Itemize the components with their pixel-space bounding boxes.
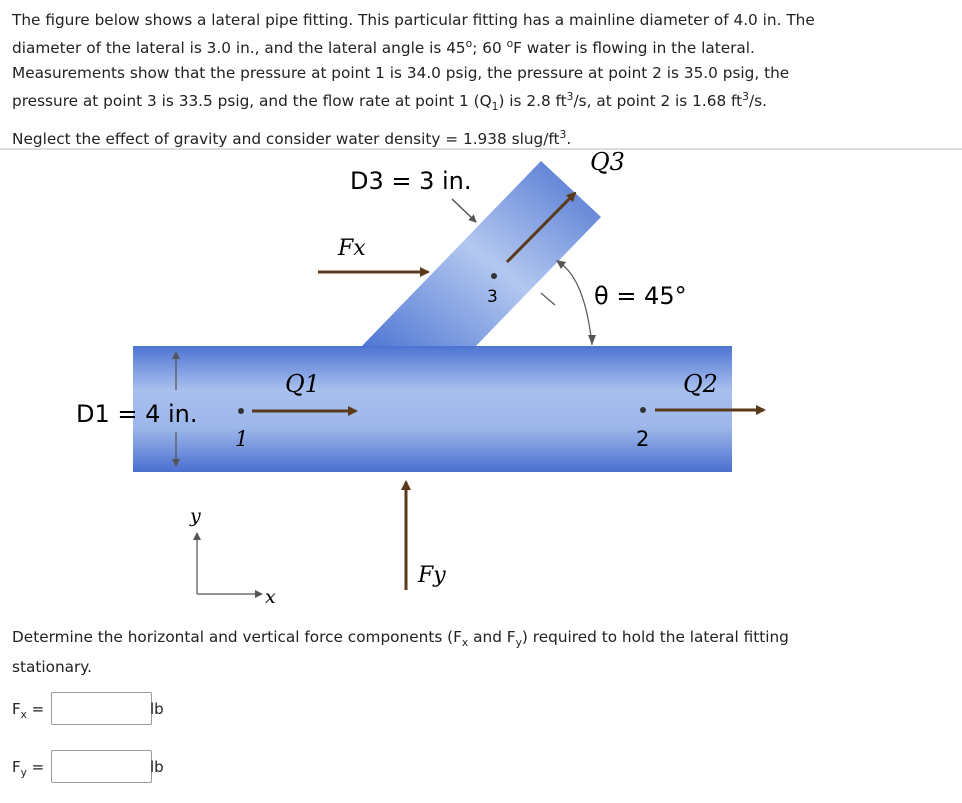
q2-label: Q2 (683, 370, 718, 398)
q1-label: Q1 (285, 370, 320, 398)
problem-line-1: The figure below shows a lateral pipe fitting. This particular fitting has a mainline diameter of 4.0 in. The (12, 11, 815, 29)
fy-label: Fy (418, 563, 446, 588)
point-2-dot (640, 407, 646, 413)
x-axis-label: x (265, 586, 276, 608)
d1-label: D1 = 4 in. (76, 400, 198, 428)
fx-label: Fx (338, 236, 366, 261)
point-1-dot (238, 408, 244, 414)
d3-label: D3 = 3 in. (350, 167, 472, 195)
point-2-label: 2 (636, 427, 650, 451)
point-1-label: 1 (235, 427, 249, 451)
problem-line-5: Neglect the effect of gravity and consider water density = 1.938 slug/$ft^3$. (12, 127, 572, 148)
fy-unit: lb (150, 758, 164, 776)
fy-answer-label: $F_y$ = (12, 758, 45, 779)
angle-tick (541, 293, 555, 305)
fx-answer-input[interactable] (51, 692, 152, 725)
question-text: Determine the horizontal and vertical force components ($F_x$ and $F_y$) required to hold the lateral fitting stationary. (12, 628, 789, 677)
problem-line-3: Measurements show that the pressure at point 1 is 34.0 psig, the pressure at point 2 is 35.0 psig, the (12, 63, 790, 82)
d3-pointer (452, 199, 476, 222)
point-3-dot (491, 273, 497, 279)
point-3-label: 3 (487, 287, 498, 307)
theta-label: θ = 45° (594, 282, 687, 310)
fy-answer-input[interactable] (51, 750, 152, 783)
problem-line-4: pressure at point 3 is 33.5 psig, and the flow rate at point 1 $(Q_1)$ is 2.8 $ft^3/s$, at point 2 is 1.68 $ft^3/s$. (12, 90, 767, 114)
fx-unit: lb (150, 700, 164, 718)
problem-line-2: diameter of the lateral is 3.0 in., and the lateral angle is 45$^o$; 60 $^o$F water is flowing in the lateral. (12, 37, 755, 58)
theta-arc (560, 263, 592, 345)
y-axis-label: y (190, 505, 201, 527)
q3-label: Q3 (590, 148, 625, 176)
fx-answer-label: $F_x$ = (12, 700, 45, 721)
